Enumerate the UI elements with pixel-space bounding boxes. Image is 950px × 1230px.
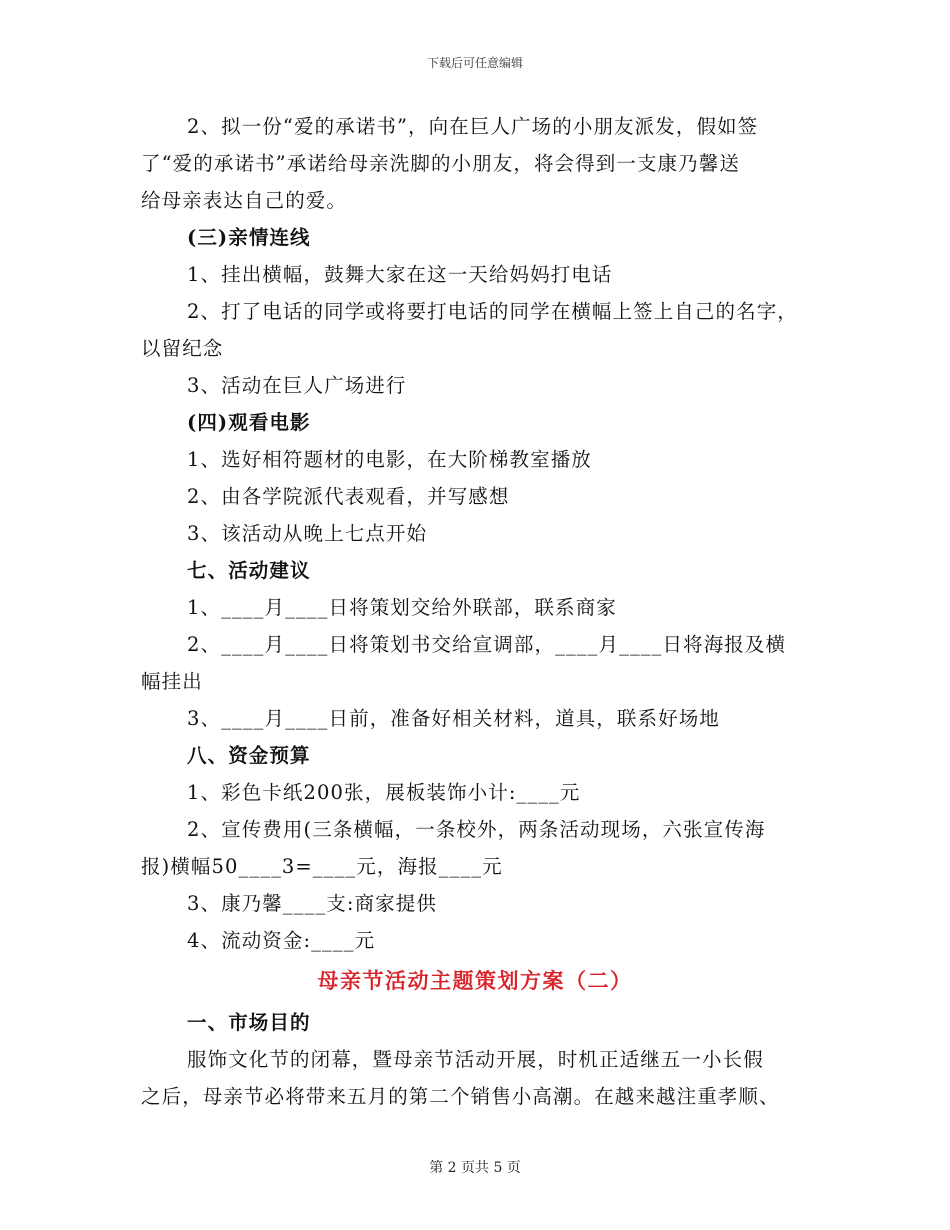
paragraph-line: 3、该活动从晚上七点开始	[187, 522, 428, 545]
page-header-note: 下载后可任意编辑	[426, 56, 523, 70]
paragraph-line: 2、____月____日将策划书交给宣调部，____月____日将海报及横	[187, 633, 787, 656]
paragraph-line: 1、挂出横幅，鼓舞大家在这一天给妈妈打电话	[187, 263, 613, 286]
paragraph-line: 3、活动在巨人广场进行	[187, 374, 407, 397]
section-heading: 七、活动建议	[187, 559, 311, 582]
section-heading: (四)观看电影	[187, 411, 311, 434]
section-heading: (三)亲情连线	[187, 226, 311, 249]
paragraph-line: 3、____月____日前，准备好相关材料，道具，联系好场地	[187, 707, 720, 730]
paragraph-line: 1、彩色卡纸200张，展板装饰小计:____元	[187, 781, 581, 804]
paragraph-line: 之后，母亲节必将带来五月的第二个销售小高潮。在越来越注重孝顺、	[141, 1085, 780, 1108]
paragraph-line: 给母亲表达自己的爱。	[141, 189, 348, 212]
paragraph-line: 4、流动资金:____元	[187, 929, 376, 952]
section-heading: 八、资金预算	[187, 744, 311, 767]
page-number-footer: 第 2 页共 5 页	[429, 1160, 521, 1176]
paragraph-line: 3、康乃馨____支:商家提供	[187, 892, 437, 915]
paragraph-line: 1、____月____日将策划交给外联部，联系商家	[187, 596, 617, 619]
paragraph-line: 2、拟一份“爱的承诺书”，向在巨人广场的小朋友派发，假如签	[187, 115, 759, 138]
paragraph-line: 1、选好相符题材的电影，在大阶梯教室播放	[187, 448, 592, 471]
paragraph-line: 服饰文化节的闭幕，暨母亲节活动开展，时机正适继五一小长假	[187, 1048, 764, 1071]
paragraph-line: 报)横幅50____3=____元，海报____元	[141, 855, 503, 878]
paragraph-line: 了“爱的承诺书”承诺给母亲洗脚的小朋友，将会得到一支康乃馨送	[141, 152, 740, 175]
paragraph-line: 2、宣传费用(三条横幅，一条校外，两条活动现场，六张宣传海	[187, 818, 766, 841]
section-heading: 一、市场目的	[187, 1011, 311, 1034]
paragraph-line: 2、打了电话的同学或将要打电话的同学在横幅上签上自己的名字，	[187, 300, 798, 323]
document-section-title: 母亲节活动主题策划方案（二）	[317, 968, 633, 993]
paragraph-line: 幅挂出	[141, 670, 203, 693]
paragraph-line: 以留纪念	[141, 337, 224, 360]
paragraph-line: 2、由各学院派代表观看，并写感想	[187, 485, 510, 508]
